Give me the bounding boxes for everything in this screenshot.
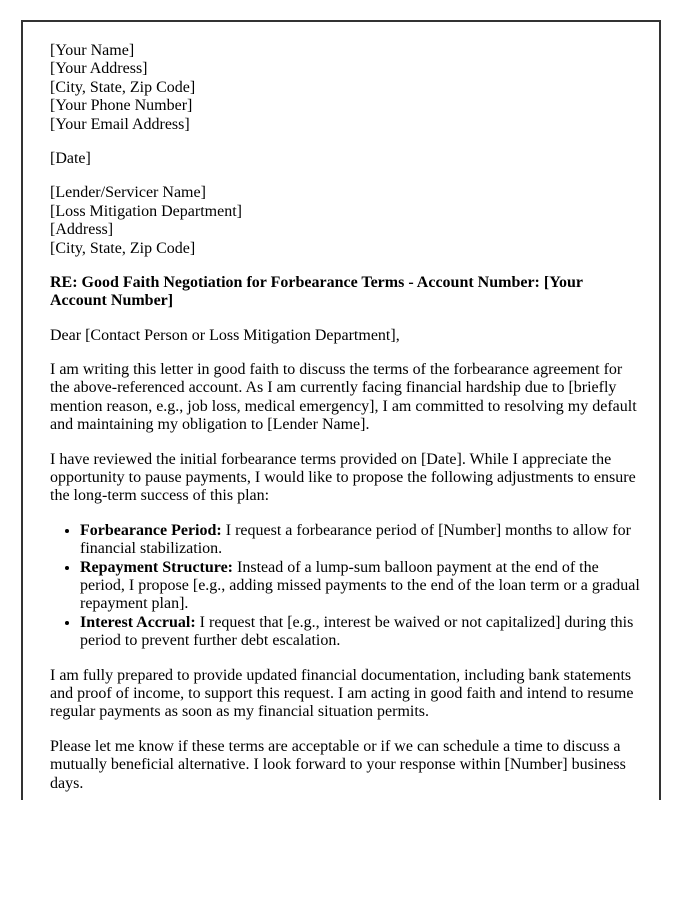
letter-page xyxy=(21,20,661,800)
body-paragraph-review: I have reviewed the initial forbearance terms provided on [Date]. While I appreciate the opportunity to pause payments, I would like to propose the following adjustments to ensure the long-term success of this plan: xyxy=(50,450,636,505)
sender-address-block xyxy=(50,42,642,134)
bullet-text: Instead of a lump-sum balloon payment at the end of the period, I propose [e.g., adding missed payments to the end of the loan term or a gradual repayment plan]. xyxy=(80,558,640,613)
recipient-city-state-zip: [City, State, Zip Code] xyxy=(50,239,196,257)
sender-name: [Your Name] xyxy=(50,42,135,59)
sender-email: [Your Email Address] xyxy=(50,115,190,133)
recipient-department: [Loss Mitigation Department] xyxy=(50,202,242,220)
salutation: Dear [Contact Person or Loss Mitigation Department], xyxy=(50,326,400,344)
closing-paragraph-response: Please let me know if these terms are acceptable or if we can schedule a time to discuss a mutually beneficial alternative. I look forward to your response within [Number] business days. xyxy=(50,737,626,792)
bullet-label: Interest Accrual: xyxy=(80,613,196,631)
bullet-text: I request a forbearance period of [Number] months to allow for financial stabilization. xyxy=(80,521,631,558)
sender-address: [Your Address] xyxy=(50,60,148,78)
recipient-address: [Address] xyxy=(50,221,114,239)
recipient-name: [Lender/Servicer Name] xyxy=(50,184,206,202)
sender-city-state-zip: [City, State, Zip Code] xyxy=(50,78,196,96)
list-item-repayment-structure xyxy=(80,559,642,614)
proposed-terms-list xyxy=(50,522,642,651)
bullet-label: Repayment Structure: xyxy=(80,558,234,576)
body-paragraph-intro: I am writing this letter in good faith to discuss the terms of the forbearance agreement for the above-referenced account. As I am currently facing financial hardship due to [briefly mention reason, e.g., job loss, medical emergency], I am committed to resolving my default and maintaining my obligation to [Lender Name]. xyxy=(50,361,637,434)
date-line: [Date] xyxy=(50,149,91,167)
recipient-address-block xyxy=(50,184,642,258)
list-item-interest-accrual xyxy=(80,614,642,651)
bullet-label: Forbearance Period: xyxy=(80,521,222,539)
bullet-text: I request that [e.g., interest be waived or not capitalized] during this period to prevent further debt escalation. xyxy=(80,613,634,650)
list-item-forbearance-period xyxy=(80,522,642,559)
closing-paragraph-documentation: I am fully prepared to provide updated financial documentation, including bank statements and proof of income, to support this request. I am acting in good faith and intend to resume regular payments as soon as my financial situation permits. xyxy=(50,666,634,721)
subject-line: RE: Good Faith Negotiation for Forbearance Terms - Account Number: [Your Account Number] xyxy=(50,273,583,310)
sender-phone: [Your Phone Number] xyxy=(50,97,193,115)
